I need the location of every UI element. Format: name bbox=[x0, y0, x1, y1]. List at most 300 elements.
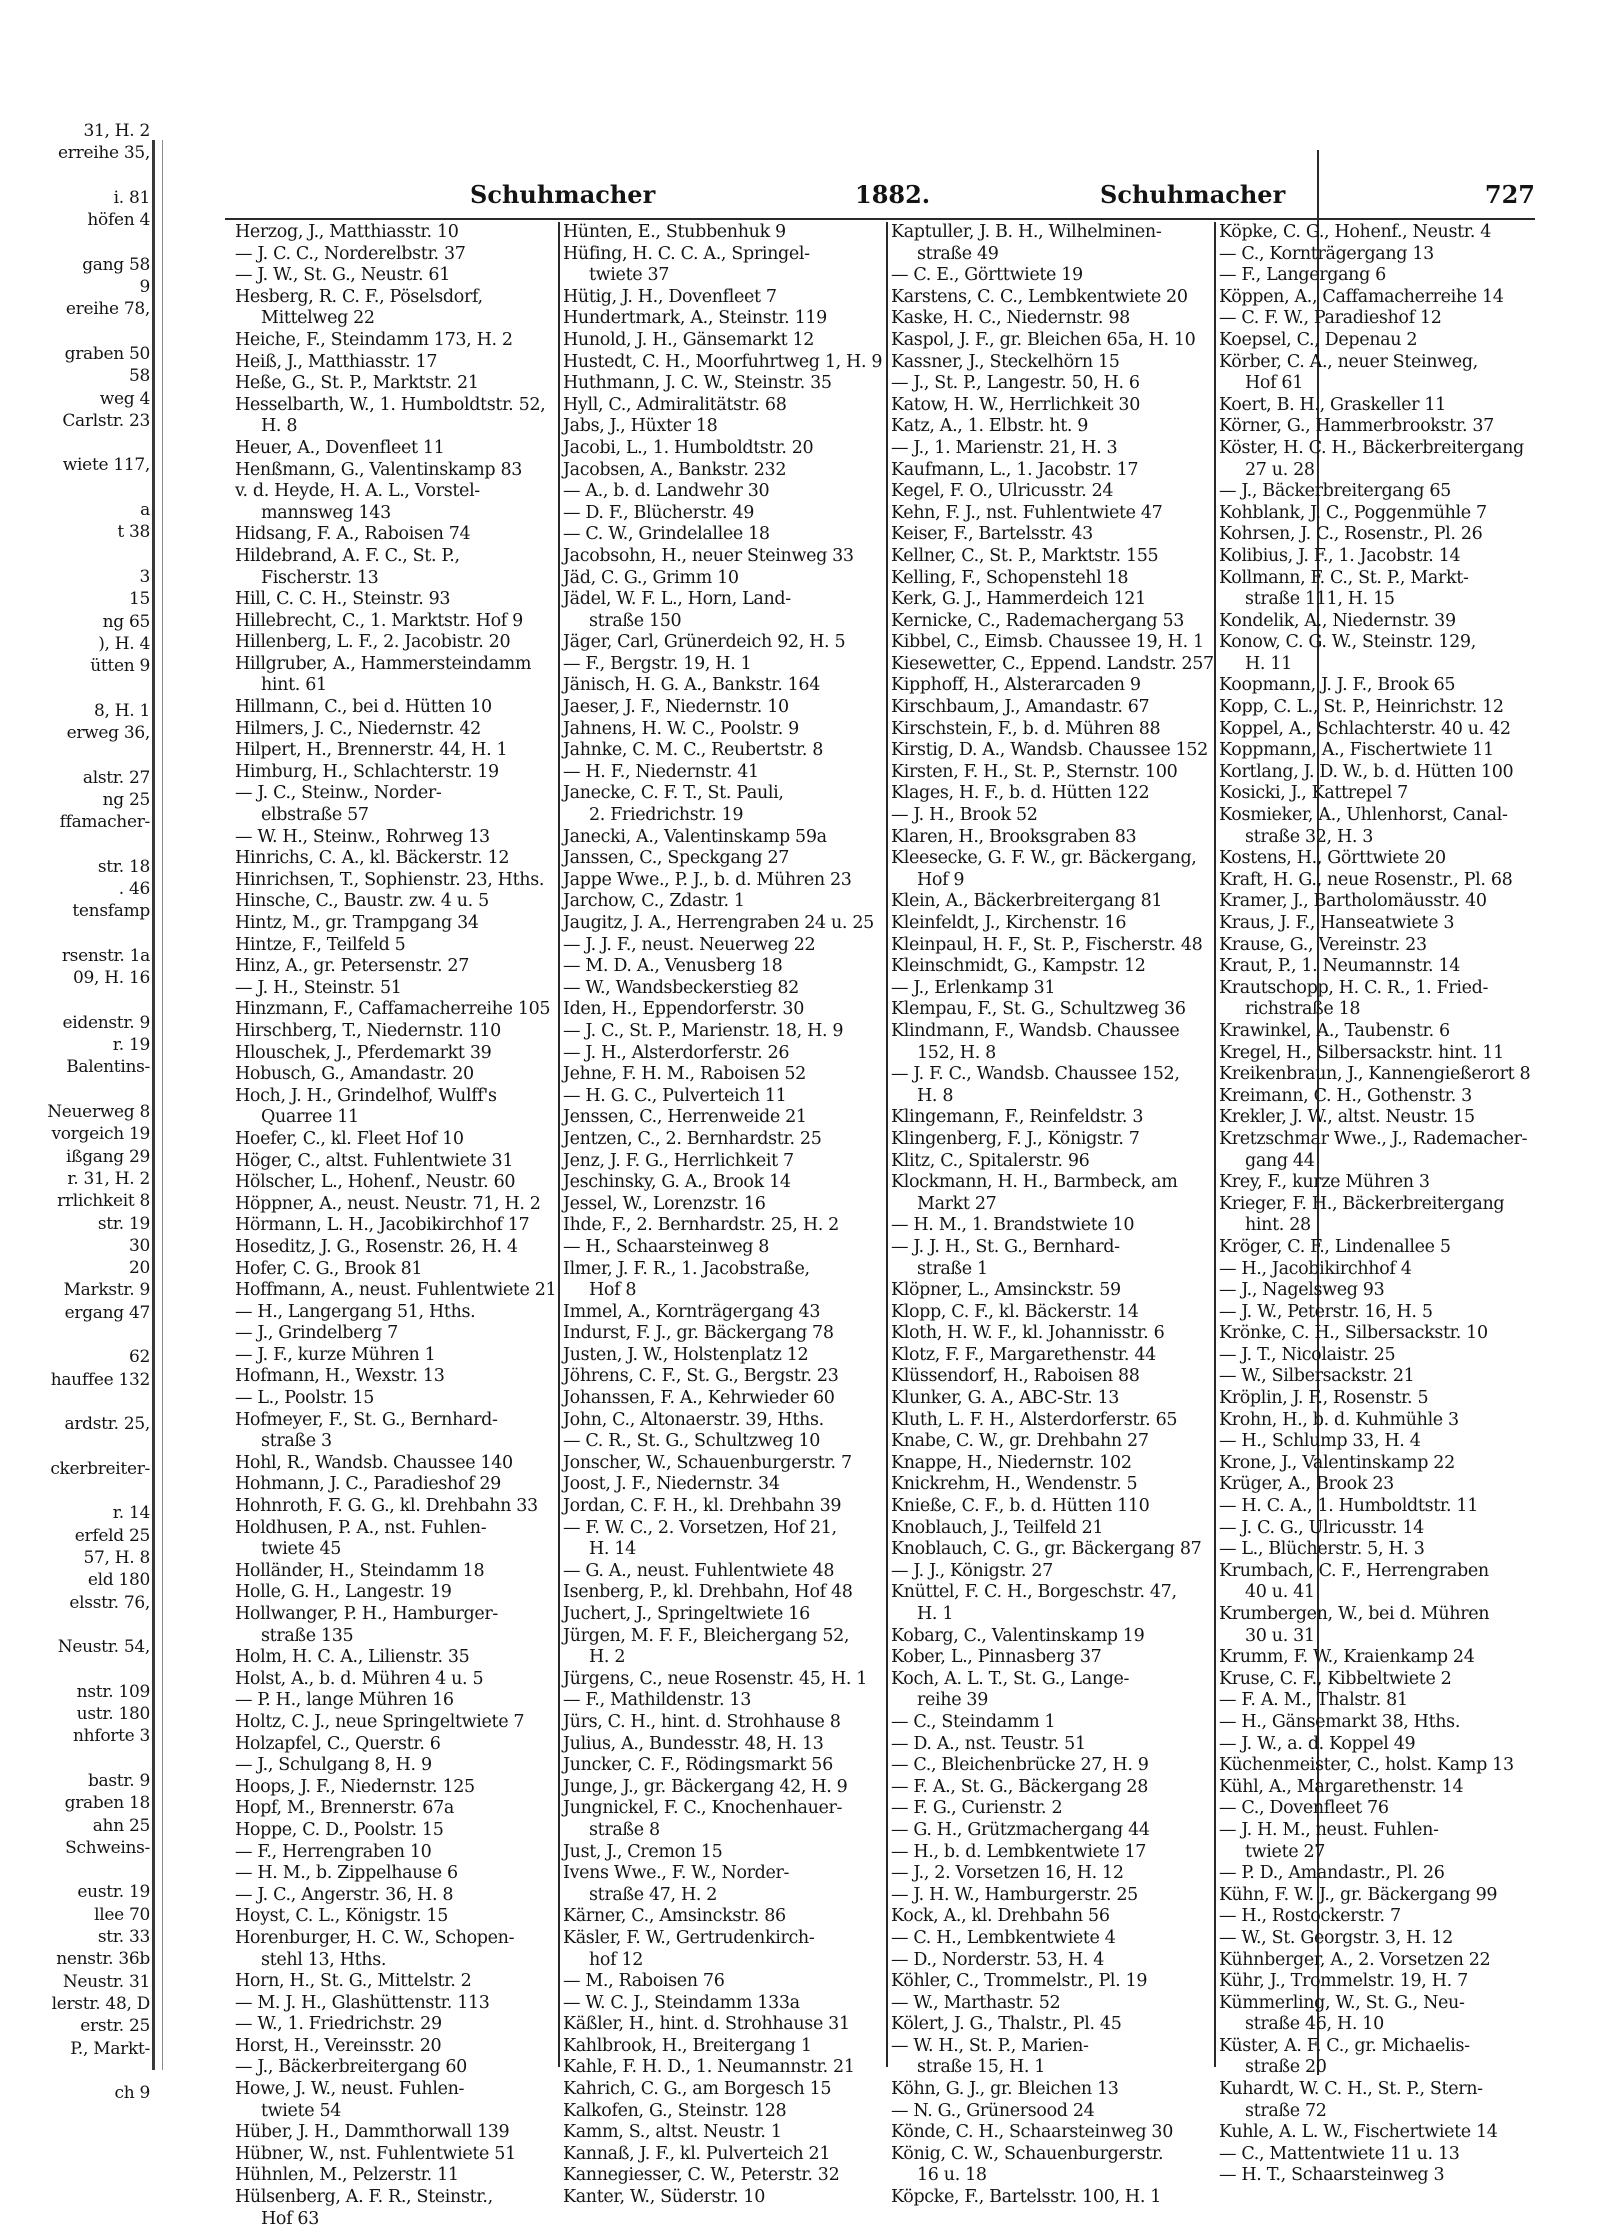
left-page-fragment-line: r. 31, H. 2 bbox=[67, 1168, 150, 1189]
directory-entry: Knabe, C. W., gr. Drehbahn 27 bbox=[891, 1431, 1149, 1452]
left-page-fragment-line: str. 19 bbox=[97, 1213, 150, 1234]
directory-entry: Knüttel, F. C. H., Borgeschstr. 47, bbox=[891, 1582, 1177, 1603]
directory-entry: Käßler, H., hint. d. Strohhause 31 bbox=[563, 2014, 850, 2035]
directory-entry: Kreimann, C. H., Gothenstr. 3 bbox=[1219, 1085, 1472, 1106]
running-header bbox=[225, 180, 1535, 216]
directory-entry: Kosmieker, A., Uhlenhorst, Canal- bbox=[1219, 805, 1508, 826]
directory-entry: Hoch, J. H., Grindelhof, Wulff's bbox=[235, 1085, 497, 1106]
directory-entry: Hülsenberg, A. F. R., Steinstr., bbox=[235, 2187, 493, 2208]
directory-entry: Horst, H., Vereinsstr. 20 bbox=[235, 2035, 442, 2056]
gutter-rule-inner bbox=[162, 140, 163, 2070]
entry-continuation: 30 u. 31 bbox=[1245, 1625, 1315, 1646]
directory-entry: Hofer, C. G., Brook 81 bbox=[235, 1258, 423, 1279]
directory-entry: Körner, G., Hammerbrookstr. 37 bbox=[1219, 416, 1494, 437]
directory-entry: Köppen, A., Caffamacherreihe 14 bbox=[1219, 286, 1504, 307]
directory-entry: Krumbergen, W., bei d. Mühren bbox=[1219, 1604, 1490, 1624]
directory-entry: — J. C., Angerstr. 36, H. 8 bbox=[235, 1884, 454, 1905]
directory-entry: Krumm, F. W., Kraienkamp 24 bbox=[1219, 1647, 1475, 1668]
directory-entry: — J. J., Königstr. 27 bbox=[891, 1560, 1053, 1581]
directory-entry: — C., Dovenfleet 76 bbox=[1219, 1798, 1389, 1819]
directory-column-3 bbox=[891, 222, 1214, 2208]
directory-entry: Hinrichs, C. A., kl. Bäckerstr. 12 bbox=[235, 848, 510, 869]
directory-entry: Küchenmeister, C., holst. Kamp 13 bbox=[1219, 1755, 1514, 1776]
directory-entry: — J., 1. Marienstr. 21, H. 3 bbox=[891, 437, 1118, 458]
directory-entry: Kühl, A., Margarethenstr. 14 bbox=[1219, 1776, 1464, 1797]
directory-entry: — H., Jacobikirchhof 4 bbox=[1219, 1258, 1412, 1279]
directory-entry: Kamm, S., altst. Neustr. 1 bbox=[563, 2122, 782, 2143]
directory-entry: — F. G., Curienstr. 2 bbox=[891, 1798, 1063, 1819]
directory-entry: Keiser, F., Bartelsstr. 43 bbox=[891, 524, 1093, 545]
directory-entry: Klingemann, F., Reinfeldstr. 3 bbox=[891, 1107, 1144, 1128]
directory-entry: Kuhle, A. L. W., Fischertwiete 14 bbox=[1219, 2122, 1498, 2143]
directory-entry: Kock, A., kl. Drehbahn 56 bbox=[891, 1906, 1110, 1927]
directory-entry: Hüfing, H. C. C. A., Springel- bbox=[563, 243, 810, 264]
directory-entry: — W., St. Georgstr. 3, H. 12 bbox=[1219, 1927, 1453, 1948]
left-page-fragment-line bbox=[0, 1324, 150, 1346]
entry-continuation: reihe 39 bbox=[917, 1690, 988, 1711]
directory-entry: Krekler, J. W., altst. Neustr. 15 bbox=[1219, 1107, 1475, 1128]
entry-continuation: H. 14 bbox=[589, 1539, 636, 1560]
left-page-fragment-line bbox=[0, 165, 150, 187]
left-page-fragment-line: 20 bbox=[128, 1258, 150, 1279]
directory-entry: — J. H. M., neust. Fuhlen- bbox=[1219, 1819, 1439, 1840]
directory-entry: Johanssen, F. A., Kehrwieder 60 bbox=[563, 1388, 835, 1409]
directory-entry: Jädel, W. F. L., Horn, Land- bbox=[563, 589, 791, 610]
entry-continuation: 40 u. 41 bbox=[1245, 1582, 1315, 1603]
directory-entry: Hohl, R., Wandsb. Chaussee 140 bbox=[235, 1452, 513, 1473]
directory-entry: Holländer, H., Steindamm 18 bbox=[235, 1560, 485, 1581]
entry-continuation: straße 8 bbox=[589, 1819, 660, 1840]
directory-entry: Käsler, F. W., Gertrudenkirch- bbox=[563, 1927, 815, 1948]
directory-entry: — H. C. A., 1. Humboldtstr. 11 bbox=[1219, 1496, 1478, 1517]
directory-entry: Huthmann, J. C. W., Steinstr. 35 bbox=[563, 373, 832, 394]
directory-entry: Juncker, C. F., Rödingsmarkt 56 bbox=[563, 1755, 833, 1776]
directory-entry: Hofmeyer, F., St. G., Bernhard- bbox=[235, 1409, 498, 1430]
directory-entry: Kloth, H. W. F., kl. Johannisstr. 6 bbox=[891, 1323, 1165, 1344]
directory-entry: Knoblauch, J., Teilfeld 21 bbox=[891, 1517, 1104, 1538]
left-page-fragment-line: tensfamp bbox=[72, 901, 150, 922]
left-page-fragment-line bbox=[0, 432, 150, 454]
directory-column-4 bbox=[1219, 222, 1542, 2186]
entry-continuation: Hof 9 bbox=[917, 869, 965, 890]
directory-entry: Juchert, J., Springeltwiete 16 bbox=[563, 1604, 810, 1624]
directory-entry: Kober, L., Pinnasberg 37 bbox=[891, 1647, 1102, 1668]
directory-entry: — A., b. d. Landwehr 30 bbox=[563, 481, 770, 502]
directory-entry: — F., Langergang 6 bbox=[1219, 265, 1386, 286]
left-page-fragment-line: nstr. 109 bbox=[76, 1681, 150, 1702]
directory-entry: Hinsche, C., Baustr. zw. 4 u. 5 bbox=[235, 891, 489, 912]
left-page-fragment-line: 57, H. 8 bbox=[83, 1548, 150, 1568]
left-page-fragment-line: Neuerweg 8 bbox=[47, 1102, 150, 1123]
directory-entry: Hinzmann, F., Caffamacherreihe 105 bbox=[235, 999, 551, 1020]
directory-entry: Jürgen, M. F. F., Bleichergang 52, bbox=[563, 1625, 850, 1646]
directory-entry: Klages, H. F., b. d. Hütten 122 bbox=[891, 783, 1150, 804]
directory-entry: — F. W. C., 2. Vorsetzen, Hof 21, bbox=[563, 1517, 837, 1538]
directory-entry: Jäd, C. G., Grimm 10 bbox=[563, 567, 739, 588]
directory-entry: — J. H., Brook 52 bbox=[891, 805, 1038, 826]
directory-entry: Jänisch, H. G. A., Bankstr. 164 bbox=[563, 675, 820, 696]
left-page-fragment-line: lerstr. 48, D bbox=[51, 1993, 150, 2014]
entry-continuation: twiete 37 bbox=[589, 265, 670, 286]
left-page-fragment-line: Neustr. 31 bbox=[62, 1971, 150, 1992]
directory-entry: Kannegiesser, C. W., Peterstr. 32 bbox=[563, 2165, 840, 2186]
directory-entry: Hustedt, C. H., Moorfuhrtweg 1, H. 9 bbox=[563, 351, 883, 372]
directory-entry: Klotz, F. F., Margarethenstr. 44 bbox=[891, 1344, 1156, 1365]
left-page-fragment-line bbox=[0, 2060, 150, 2082]
directory-entry: — C. W., Grindelallee 18 bbox=[563, 524, 770, 545]
directory-entry: — J. C., Steinw., Norder- bbox=[235, 783, 442, 804]
directory-entry: Koch, A. L. T., St. G., Lange- bbox=[891, 1668, 1130, 1689]
directory-entry: — J. W., St. G., Neustr. 61 bbox=[235, 265, 450, 286]
directory-entry: Holzapfel, C., Querstr. 6 bbox=[235, 1733, 441, 1754]
left-page-fragment-line: i. 81 bbox=[113, 187, 150, 208]
left-page-fragment-line: 31, H. 2 bbox=[83, 121, 150, 141]
entry-continuation: H. 11 bbox=[1245, 653, 1292, 674]
directory-column-1 bbox=[235, 222, 558, 2229]
directory-entry: Isenberg, P., kl. Drehbahn, Hof 48 bbox=[563, 1582, 853, 1603]
directory-entry: Hoffmann, A., neust. Fuhlentwiete 21 bbox=[235, 1280, 557, 1301]
directory-entry: — F., Mathildenstr. 13 bbox=[563, 1690, 751, 1711]
directory-entry: Hildebrand, A. F. C., St. P., bbox=[235, 545, 460, 566]
directory-entry: — J., Nagelsweg 93 bbox=[1219, 1280, 1385, 1301]
directory-entry: Jenssen, C., Herrenweide 21 bbox=[563, 1107, 807, 1128]
left-page-fragment-line: erfeld 25 bbox=[74, 1525, 150, 1546]
entry-continuation: mannsweg 143 bbox=[261, 502, 391, 523]
directory-entry: Klein, A., Bäckerbreitergang 81 bbox=[891, 891, 1163, 912]
directory-entry: Kollmann, F. C., St. P., Markt- bbox=[1219, 567, 1469, 588]
directory-entry: Krause, G., Vereinstr. 23 bbox=[1219, 934, 1427, 955]
directory-entry: Janecki, A., Valentinskamp 59a bbox=[563, 826, 827, 847]
directory-entry: Krohn, H., b. d. Kuhmühle 3 bbox=[1219, 1409, 1459, 1430]
directory-entry: Klöpner, L., Amsinckstr. 59 bbox=[891, 1280, 1121, 1301]
directory-entry: Kuhardt, W. C. H., St. P., Stern- bbox=[1219, 2079, 1483, 2100]
directory-entry: Holdhusen, P. A., nst. Fuhlen- bbox=[235, 1517, 487, 1538]
directory-entry: Ivens Wwe., F. W., Norder- bbox=[563, 1863, 790, 1884]
entry-continuation: H. 2 bbox=[589, 1647, 626, 1668]
directory-entry: Hopf, M., Brennerstr. 67a bbox=[235, 1798, 454, 1819]
directory-entry: Jordan, C. F. H., kl. Drehbahn 39 bbox=[563, 1496, 842, 1517]
directory-entry: Kölert, J. G., Thalstr., Pl. 45 bbox=[891, 2014, 1122, 2035]
directory-entry: — H., Rostockerstr. 7 bbox=[1219, 1906, 1401, 1927]
directory-entry: Hilpert, H., Brennerstr. 44, H. 1 bbox=[235, 740, 508, 761]
entry-continuation: stehl 13, Hths. bbox=[261, 1949, 387, 1970]
directory-entry: — F., Bergstr. 19, H. 1 bbox=[563, 653, 752, 674]
directory-entry: Jacobsen, A., Bankstr. 232 bbox=[563, 459, 787, 480]
directory-entry: — J. F. C., Wandsb. Chaussee 152, bbox=[891, 1064, 1180, 1085]
left-page-fragment-line: ), H. 4 bbox=[98, 633, 150, 654]
directory-entry: Klempau, F., St. G., Schultzweg 36 bbox=[891, 999, 1186, 1020]
left-page-fragment-line: . 46 bbox=[118, 879, 150, 900]
directory-entry: Koert, B. H., Graskeller 11 bbox=[1219, 394, 1446, 415]
page-number: 727 bbox=[1484, 180, 1535, 209]
left-page-fragment-line: vorgeich 19 bbox=[51, 1124, 150, 1145]
entry-continuation: straße 20 bbox=[1245, 2057, 1327, 2078]
directory-entry: Kanter, W., Süderstr. 10 bbox=[563, 2187, 765, 2208]
entry-continuation: hint. 28 bbox=[1245, 1215, 1311, 1236]
entry-continuation: twiete 45 bbox=[261, 1539, 342, 1560]
directory-entry: Kraut, P., 1. Neumannstr. 14 bbox=[1219, 956, 1461, 977]
left-page-fragment-line bbox=[0, 990, 150, 1012]
directory-entry: Hölscher, L., Hohenf., Neustr. 60 bbox=[235, 1172, 516, 1193]
directory-entry: König, C. W., Schauenburgerstr. bbox=[891, 2143, 1164, 2164]
directory-entry: Kellner, C., St. P., Marktstr. 155 bbox=[891, 545, 1159, 566]
directory-entry: Joost, J. F., Niedernstr. 34 bbox=[563, 1474, 780, 1495]
directory-entry: Kobarg, C., Valentinskamp 19 bbox=[891, 1625, 1145, 1646]
directory-entry: Höppner, A., neust. Neustr. 71, H. 2 bbox=[235, 1193, 541, 1214]
header-year: 1882. bbox=[855, 180, 931, 209]
directory-entry: Jehne, F. H. M., Raboisen 52 bbox=[563, 1064, 806, 1085]
directory-entry: Jeschinsky, G. A., Brook 14 bbox=[563, 1172, 791, 1193]
left-page-fragment-line: ckerbreiter- bbox=[50, 1458, 150, 1479]
directory-entry: — W., Wandsbeckerstieg 82 bbox=[563, 977, 799, 998]
directory-entry: — H. G. C., Pulverteich 11 bbox=[563, 1085, 787, 1106]
entry-continuation: 152, H. 8 bbox=[917, 1042, 996, 1063]
entry-continuation: H. 8 bbox=[917, 1085, 954, 1106]
directory-entry: Jonscher, W., Schauenburgerstr. 7 bbox=[563, 1452, 852, 1473]
directory-entry: John, C., Altonaerstr. 39, Hths. bbox=[563, 1409, 824, 1430]
directory-entry: Kirstig, D. A., Wandsb. Chaussee 152 bbox=[891, 740, 1208, 761]
directory-entry: Kleinschmidt, G., Kampstr. 12 bbox=[891, 956, 1146, 977]
directory-entry: Klingenberg, F. J., Königstr. 7 bbox=[891, 1128, 1140, 1149]
directory-entry: — C. R., St. G., Schultzweg 10 bbox=[563, 1431, 821, 1452]
left-page-fragment-line: 8, H. 1 bbox=[94, 700, 150, 721]
directory-entry: Indurst, F. J., gr. Bäckergang 78 bbox=[563, 1323, 834, 1344]
directory-entry: — H. M., b. Zippelhause 6 bbox=[235, 1863, 458, 1884]
directory-entry: — W. H., Steinw., Rohrweg 13 bbox=[235, 826, 490, 847]
directory-entry: Kraus, J. F., Hanseatwiete 3 bbox=[1219, 913, 1455, 933]
directory-entry: Klunker, G. A., ABC-Str. 13 bbox=[891, 1388, 1120, 1409]
left-page-fragment-line: erreihe 35, bbox=[58, 143, 150, 164]
directory-entry: — J., St. P., Langestr. 50, H. 6 bbox=[891, 373, 1140, 394]
directory-entry: Immel, A., Kornträgergang 43 bbox=[563, 1301, 821, 1322]
directory-entry: Hilmers, J. C., Niedernstr. 42 bbox=[235, 718, 481, 739]
left-page-fragment-line: 09, H. 16 bbox=[72, 968, 150, 989]
directory-entry: — D. A., nst. Teustr. 51 bbox=[891, 1733, 1086, 1754]
directory-entry: — J. C. C., Norderelbstr. 37 bbox=[235, 243, 466, 264]
directory-entry: Hühnlen, M., Pelzerstr. 11 bbox=[235, 2165, 459, 2186]
directory-entry: Kiesewetter, C., Eppend. Landstr. 257 bbox=[891, 653, 1214, 674]
directory-entry: Julius, A., Bundesstr. 48, H. 13 bbox=[563, 1733, 824, 1754]
left-page-fragment-line: bastr. 9 bbox=[87, 1770, 150, 1791]
directory-entry: Kaspol, J. F., gr. Bleichen 65a, H. 10 bbox=[891, 329, 1196, 350]
directory-entry: — J. W., a. d. Koppel 49 bbox=[1219, 1733, 1416, 1754]
directory-entry: Heße, G., St. P., Marktstr. 21 bbox=[235, 373, 479, 394]
directory-entry: Jacobi, L., 1. Humboldtstr. 20 bbox=[563, 437, 814, 458]
directory-entry: Koppel, A., Schlachterstr. 40 u. 42 bbox=[1219, 718, 1511, 739]
left-page-fragment-line: ffamacher- bbox=[59, 812, 150, 833]
directory-entry: Hollwanger, P. H., Hamburger- bbox=[235, 1604, 498, 1624]
directory-entry: — H., Schaarsteinweg 8 bbox=[563, 1236, 770, 1257]
directory-entry: — J. F., kurze Mühren 1 bbox=[235, 1344, 436, 1365]
directory-entry: Hörmann, L. H., Jacobikirchhof 17 bbox=[235, 1215, 530, 1236]
directory-entry: — H., Langergang 51, Hths. bbox=[235, 1301, 476, 1322]
directory-entry: Himburg, H., Schlachterstr. 19 bbox=[235, 761, 499, 782]
left-page-fragment-line: nhforte 3 bbox=[73, 1726, 150, 1747]
directory-entry: Heiche, F., Steindamm 173, H. 2 bbox=[235, 329, 513, 350]
left-page-fragment-line bbox=[0, 231, 150, 253]
directory-entry: Könde, C. H., Schaarsteinweg 30 bbox=[891, 2122, 1173, 2143]
left-page-fragment-line: eidenstr. 9 bbox=[62, 1012, 150, 1033]
directory-entry: — W., Marthastr. 52 bbox=[891, 1992, 1061, 2013]
left-page-fragment-line: weg 4 bbox=[99, 388, 150, 409]
directory-entry: Herzog, J., Matthiasstr. 10 bbox=[235, 222, 459, 242]
directory-entry: Jäger, Carl, Grünerdeich 92, H. 5 bbox=[563, 632, 846, 653]
directory-entry: Jaugitz, J. A., Herrengraben 24 u. 25 bbox=[563, 913, 874, 933]
left-page-fragment-line: hauffee 132 bbox=[50, 1369, 150, 1390]
directory-entry: Kopp, C. L., St. P., Heinrichstr. 12 bbox=[1219, 697, 1504, 718]
directory-entry: Holtz, C. J., neue Springeltwiete 7 bbox=[235, 1711, 525, 1732]
directory-entry: — W. H., St. P., Marien- bbox=[891, 2035, 1089, 2056]
left-page-fragment-line: str. 18 bbox=[97, 856, 150, 877]
directory-entry: Horn, H., St. G., Mittelstr. 2 bbox=[235, 1971, 472, 1992]
left-page-fragment-line bbox=[0, 834, 150, 856]
directory-entry: — J. H. W., Hamburgerstr. 25 bbox=[891, 1884, 1138, 1905]
directory-entry: Klitz, C., Spitalerstr. 96 bbox=[891, 1150, 1090, 1171]
left-page-fragment-line: ch 9 bbox=[114, 2083, 150, 2104]
directory-entry: Jappe Wwe., P. J., b. d. Mühren 23 bbox=[563, 869, 852, 890]
directory-entry: — W. C. J., Steindamm 133a bbox=[563, 1992, 800, 2013]
directory-entry: Hoseditz, J. G., Rosenstr. 26, H. 4 bbox=[235, 1236, 518, 1257]
entry-continuation: 27 u. 28 bbox=[1245, 459, 1315, 480]
directory-entry: — H., b. d. Lembkentwiete 17 bbox=[891, 1841, 1147, 1862]
directory-entry: Hesselbarth, W., 1. Humboldtstr. 52, bbox=[235, 394, 546, 415]
directory-entry: Krönke, C. H., Silbersackstr. 10 bbox=[1219, 1323, 1488, 1344]
directory-entry: Holst, A., b. d. Mühren 4 u. 5 bbox=[235, 1668, 484, 1689]
directory-entry: Knoblauch, C. G., gr. Bäckergang 87 bbox=[891, 1539, 1202, 1560]
directory-entry: Kleinfeldt, J., Kirchenstr. 16 bbox=[891, 913, 1127, 933]
directory-entry: Kibbel, C., Eimsb. Chaussee 19, H. 1 bbox=[891, 632, 1204, 653]
column-rule bbox=[558, 222, 560, 2067]
directory-entry: Kaufmann, L., 1. Jacobstr. 17 bbox=[891, 459, 1139, 480]
directory-entry: — C. F. W., Paradieshof 12 bbox=[1219, 308, 1442, 329]
directory-entry: — H., Schlump 33, H. 4 bbox=[1219, 1431, 1421, 1452]
directory-entry: Jacobsohn, H., neuer Steinweg 33 bbox=[563, 545, 854, 566]
directory-entry: Krey, F., kurze Mühren 3 bbox=[1219, 1172, 1430, 1193]
directory-entry: Knappe, H., Niedernstr. 102 bbox=[891, 1452, 1132, 1473]
left-page-fragment-line bbox=[0, 1079, 150, 1101]
left-page-fragment-line: eustr. 19 bbox=[77, 1882, 150, 1903]
entry-continuation: straße 49 bbox=[917, 243, 999, 264]
directory-entry: Hintze, F., Teilfeld 5 bbox=[235, 934, 406, 955]
directory-entry: Klockmann, H. H., Barmbeck, am bbox=[891, 1172, 1178, 1193]
directory-entry: Kohblank, J. C., Poggenmühle 7 bbox=[1219, 502, 1487, 523]
directory-entry: Klüssendorf, H., Raboisen 88 bbox=[891, 1366, 1140, 1387]
directory-entry: Kleinpaul, H. F., St. P., Fischerstr. 48 bbox=[891, 934, 1203, 955]
directory-entry: Kluth, L. F. H., Alsterdorferstr. 65 bbox=[891, 1409, 1178, 1430]
directory-entry: Jürgens, C., neue Rosenstr. 45, H. 1 bbox=[563, 1668, 868, 1689]
entry-continuation: H. 8 bbox=[261, 416, 298, 437]
directory-entry: Hillenberg, L. F., 2. Jacobistr. 20 bbox=[235, 632, 511, 653]
left-page-fragment-line: 3 bbox=[139, 566, 150, 587]
directory-entry: Höger, C., altst. Fuhlentwiete 31 bbox=[235, 1150, 514, 1171]
directory-entry: Justen, J. W., Holstenplatz 12 bbox=[563, 1344, 809, 1365]
left-page-fragment-line bbox=[0, 1480, 150, 1502]
left-page-fragment-line: 15 bbox=[128, 589, 150, 610]
directory-entry: — W., 1. Friedrichstr. 29 bbox=[235, 2014, 442, 2035]
entry-continuation: elbstraße 57 bbox=[261, 805, 369, 826]
directory-entry: Kühn, F. W. J., gr. Bäckergang 99 bbox=[1219, 1884, 1498, 1905]
directory-entry: Hillmann, C., bei d. Hütten 10 bbox=[235, 697, 492, 718]
left-page-fragment-line: graben 50 bbox=[64, 343, 150, 364]
left-page-fragment-line: t 38 bbox=[117, 522, 150, 543]
directory-entry: Hundertmark, A., Steinstr. 119 bbox=[563, 308, 827, 329]
left-page-fragment-line: gang 58 bbox=[82, 254, 150, 275]
directory-entry: Kolibius, J. F., 1. Jacobstr. 14 bbox=[1219, 545, 1461, 566]
directory-entry: Karstens, C. C., Lembkentwiete 20 bbox=[891, 286, 1188, 307]
left-page-fragment-line: Balentins- bbox=[66, 1057, 150, 1078]
left-page-fragment-line: elsstr. 76, bbox=[69, 1592, 150, 1613]
directory-entry: — F., Herrengraben 10 bbox=[235, 1841, 432, 1862]
entry-continuation: straße 3 bbox=[261, 1431, 332, 1452]
directory-entry: — J. H., Steinstr. 51 bbox=[235, 977, 402, 998]
directory-entry: — F. A. M., Thalstr. 81 bbox=[1219, 1690, 1408, 1711]
directory-entry: Kahrich, C. G., am Borgesch 15 bbox=[563, 2079, 832, 2100]
entry-continuation: straße 72 bbox=[1245, 2100, 1327, 2121]
left-page-fragment-line: alstr. 27 bbox=[82, 767, 150, 788]
directory-entry: Hoyst, C. L., Königstr. 15 bbox=[235, 1906, 448, 1927]
directory-entry: Hinz, A., gr. Petersenstr. 27 bbox=[235, 956, 469, 977]
directory-entry: Köster, H. C. H., Bäckerbreitergang bbox=[1219, 437, 1524, 458]
entry-continuation: Mittelweg 22 bbox=[261, 308, 375, 329]
entry-continuation: straße 46, H. 10 bbox=[1245, 2014, 1384, 2035]
directory-entry: Köhler, C., Trommelstr., Pl. 19 bbox=[891, 1971, 1148, 1992]
entry-continuation: Quarree 11 bbox=[261, 1107, 359, 1128]
directory-entry: Kärner, C., Amsinckstr. 86 bbox=[563, 1906, 786, 1927]
directory-entry: Hirschberg, T., Niedernstr. 110 bbox=[235, 1020, 501, 1041]
directory-entry: Kühnberger, A., 2. Vorsetzen 22 bbox=[1219, 1949, 1491, 1970]
directory-entry: Kalkofen, G., Steinstr. 128 bbox=[563, 2100, 787, 2121]
directory-entry: Knickrehm, H., Wendenstr. 5 bbox=[891, 1474, 1138, 1495]
left-page-fragment-line: ahn 25 bbox=[92, 1815, 150, 1836]
left-page-fragment-line: rsenstr. 1a bbox=[61, 945, 150, 966]
left-page-fragment-line: rrlichkeit 8 bbox=[57, 1191, 150, 1212]
directory-entry: Kannaß, J. F., kl. Pulverteich 21 bbox=[563, 2143, 831, 2164]
left-page-fragment-line bbox=[0, 321, 150, 343]
directory-entry: Ilmer, J. F. R., 1. Jacobstraße, bbox=[563, 1258, 810, 1279]
directory-entry: — J., Erlenkamp 31 bbox=[891, 977, 1056, 998]
directory-entry: Kröplin, J. F., Rosenstr. 5 bbox=[1219, 1388, 1429, 1409]
left-page-fragment-line: ütten 9 bbox=[90, 656, 150, 677]
directory-entry: — M. J. H., Glashüttenstr. 113 bbox=[235, 1992, 490, 2013]
left-page-fragment-line: graben 18 bbox=[64, 1793, 150, 1814]
directory-entry: Jabs, J., Hüxter 18 bbox=[563, 416, 718, 437]
directory-entry: Hünten, E., Stubbenhuk 9 bbox=[563, 222, 786, 242]
directory-page bbox=[225, 170, 1535, 2229]
directory-entry: — F. A., St. G., Bäckergang 28 bbox=[891, 1776, 1148, 1797]
directory-entry: Jentzen, C., 2. Bernhardstr. 25 bbox=[563, 1128, 822, 1149]
directory-entry: Jungnickel, F. C., Knochenhauer- bbox=[563, 1798, 843, 1819]
directory-entry: Kirschstein, F., b. d. Mühren 88 bbox=[891, 718, 1161, 739]
entry-continuation: twiete 54 bbox=[261, 2100, 342, 2121]
directory-entry: — H. M., 1. Brandstwiete 10 bbox=[891, 1215, 1135, 1236]
directory-entry: Henßmann, G., Valentinskamp 83 bbox=[235, 459, 523, 480]
directory-entry: Jöhrens, C. F., St. G., Bergstr. 23 bbox=[563, 1366, 839, 1387]
directory-entry: Kosicki, J., Kattrepel 7 bbox=[1219, 783, 1408, 804]
directory-column-2 bbox=[563, 222, 886, 2208]
left-page-fragment-line: ng 65 bbox=[102, 611, 150, 632]
directory-entry: Hesberg, R. C. F., Pöselsdorf, bbox=[235, 286, 483, 307]
directory-entry: — J. J. F., neust. Neuerweg 22 bbox=[563, 934, 816, 955]
left-page-fragment-line: Neustr. 54, bbox=[57, 1637, 150, 1658]
entry-continuation: Hof 8 bbox=[589, 1280, 637, 1301]
directory-entry: — G. H., Grützmachergang 44 bbox=[891, 1819, 1150, 1840]
directory-entry: Klopp, C. F., kl. Bäckerstr. 14 bbox=[891, 1301, 1139, 1322]
directory-entry: Kruse, C. F., Kibbeltwiete 2 bbox=[1219, 1668, 1452, 1689]
directory-entry: Jarchow, C., Zdastr. 1 bbox=[563, 891, 745, 912]
directory-entry: Howe, J. W., neust. Fuhlen- bbox=[235, 2079, 465, 2100]
entry-continuation: twiete 27 bbox=[1245, 1841, 1326, 1862]
directory-entry: — J. W., Peterstr. 16, H. 5 bbox=[1219, 1301, 1433, 1322]
